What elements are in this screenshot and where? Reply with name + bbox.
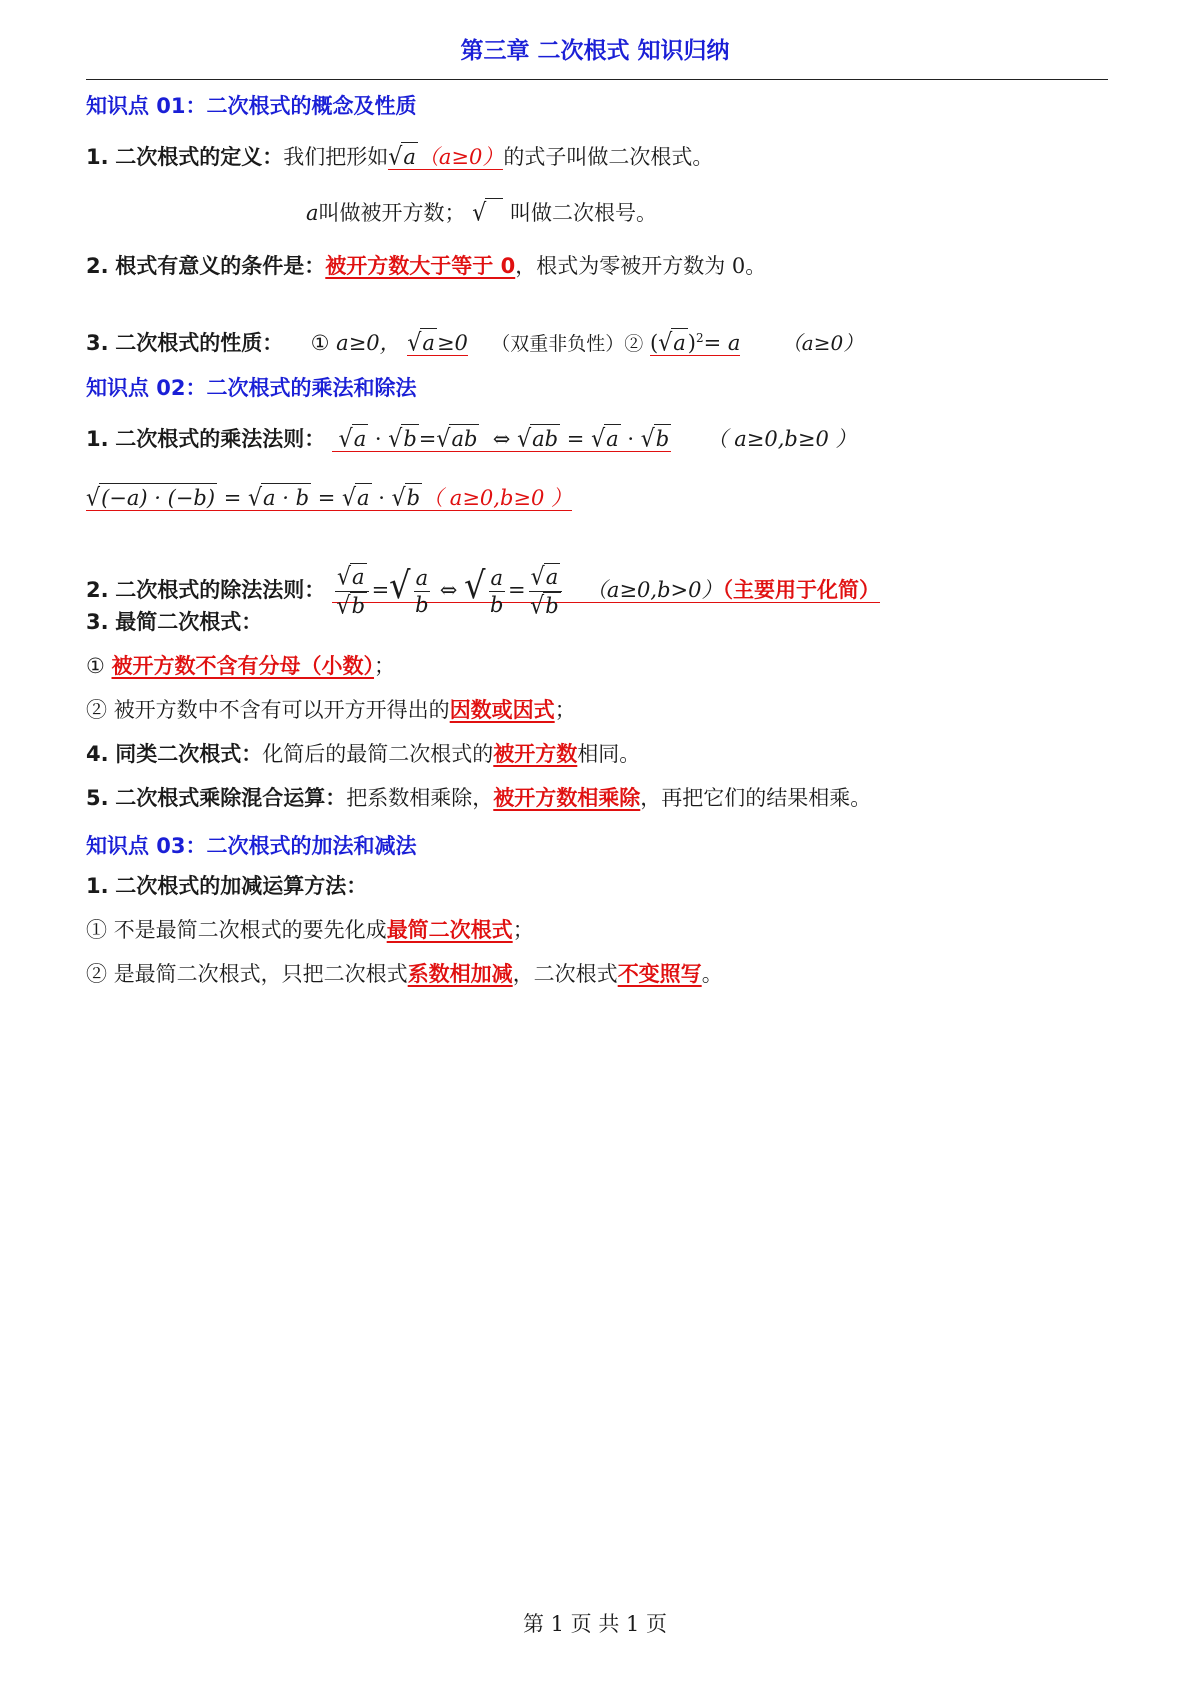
property-condition: （a≥0） [781, 331, 864, 355]
division-formula: $\frac{√a}{√b}$ =√ $\frac{a}{b}$ ⇔ √ $\frac{a}{b}$ = $\frac{√a}{√b}$ （a≥0,b>0）（主要用于化简） [332, 578, 880, 603]
circled-one: ① [310, 331, 330, 355]
add-subtract-label: 二次根式的加减运算方法： [115, 874, 368, 898]
item-number: 3. [86, 331, 109, 355]
circled-two: ② [86, 698, 107, 722]
definition-formula [388, 145, 503, 170]
simplest-rule-2: ② 被开方数中不含有可以开方开得出的因数或因式； [86, 698, 576, 722]
multiplication-label: 二次根式的乘法法则： [115, 427, 326, 451]
item-number: 2. [86, 578, 109, 602]
division-condition: （a≥0,b>0） [585, 578, 723, 602]
property-nonneg-root: √a≥0 [407, 329, 468, 358]
header-rule [86, 79, 1108, 80]
multiplication-formula: √a · √b=√ab ⇔ √ab = √a · √b [332, 427, 671, 452]
property-note: （双重非负性）② [491, 333, 644, 355]
condition-answer: 被开方数大于等于 0 [325, 254, 516, 278]
item-number: 5. [86, 786, 109, 810]
radicand-term-text: 叫做被开方数； [318, 201, 466, 225]
mixed-operations-label: 二次根式乘除混合运算： [115, 786, 347, 810]
radical-sign-icon: √ [388, 143, 403, 172]
radical-term-text: 叫做二次根号。 [509, 201, 657, 225]
simplest-radical-line [86, 608, 262, 636]
add-subtract-rule-1-answer: 最简二次根式 [386, 918, 513, 942]
like-radicals-label: 同类二次根式： [115, 742, 263, 766]
section-heading-2: 知识点 02：二次根式的乘法和除法 [86, 376, 417, 400]
definition-line [86, 142, 713, 172]
definition-condition: （a≥0） [417, 145, 504, 169]
add-subtract-line [86, 872, 367, 900]
simplest-rule-2-answer: 因数或因式 [449, 698, 555, 722]
circled-one: ① [86, 918, 107, 942]
item-number: 4. [86, 742, 109, 766]
multiplication-rule-line [86, 424, 857, 454]
definition-text-post: 的式子叫做二次根式。 [503, 145, 714, 169]
definition-text-pre: 我们把形如 [283, 145, 389, 169]
mixed-operations-answer: 被开方数相乘除 [493, 786, 641, 810]
division-label: 二次根式的除法法则： [115, 578, 326, 602]
like-radicals-answer: 被开方数 [493, 742, 578, 766]
multiplication-negative-line [86, 483, 572, 513]
var-a: a [306, 201, 319, 225]
add-subtract-rule-2-answer-1: 系数相加减 [407, 962, 513, 986]
condition-label: 根式有意义的条件是： [115, 254, 326, 278]
radicand-term-line [306, 198, 657, 228]
section-heading-1: 知识点 01：二次根式的概念及性质 [86, 94, 417, 118]
simplest-rule-1-answer: 被开方数不含有分母（小数） [111, 654, 375, 678]
property-nonneg-a: a≥0， [336, 331, 401, 355]
simplest-radical-label: 最简二次根式： [115, 610, 263, 634]
add-subtract-rule-1: ① 不是最简二次根式的要先化成最简二次根式； [86, 918, 534, 942]
multiplication-negative-condition: （ a≥0,b≥0 ） [422, 486, 573, 510]
section-heading-3: 知识点 03：二次根式的加法和减法 [86, 834, 417, 858]
division-note: （主要用于化简） [722, 578, 880, 602]
item-number: 1. [86, 874, 109, 898]
properties-line [86, 324, 863, 358]
page-title: 第三章 二次根式 知识归纳 [460, 38, 730, 64]
properties-label: 二次根式的性质： [115, 331, 284, 355]
simplest-rule-1: ① 被开方数不含有分母（小数）； [86, 654, 396, 678]
mixed-operations-line: 5. 二次根式乘除混合运算：把系数相乘除，被开方数相乘除，再把它们的结果相乘。 [86, 786, 872, 810]
add-subtract-rule-2: ② 是最简二次根式，只把二次根式系数相加减，二次根式不变照写。 [86, 962, 723, 986]
condition-text-post: ，根式为零被开方数为 0。 [515, 254, 767, 278]
circled-two: ② [86, 962, 107, 986]
circled-one: ① [86, 654, 105, 678]
page-footer: 第 1 页 共 1 页 [522, 1612, 668, 1636]
add-subtract-rule-2-answer-2: 不变照写 [617, 962, 702, 986]
radical-sign-icon: √ [472, 199, 487, 228]
multiplication-negative-formula: √(−a) · (−b) = √a · b = √a · √b（ a≥0,b≥0 ） [86, 484, 573, 513]
item-number: 1. [86, 427, 109, 451]
like-radicals-line: 4. 同类二次根式：化简后的最简二次根式的被开方数相同。 [86, 742, 641, 766]
condition-line [86, 252, 766, 280]
property-square-identity: $(√a)^2= a$ [649, 329, 741, 358]
multiplication-condition: （ a≥0,b≥0 ） [706, 427, 857, 451]
definition-label: 二次根式的定义： [115, 145, 284, 169]
item-number: 1. [86, 145, 109, 169]
item-number: 3. [86, 610, 109, 634]
radicand: a [401, 142, 418, 171]
item-number: 2. [86, 254, 109, 278]
